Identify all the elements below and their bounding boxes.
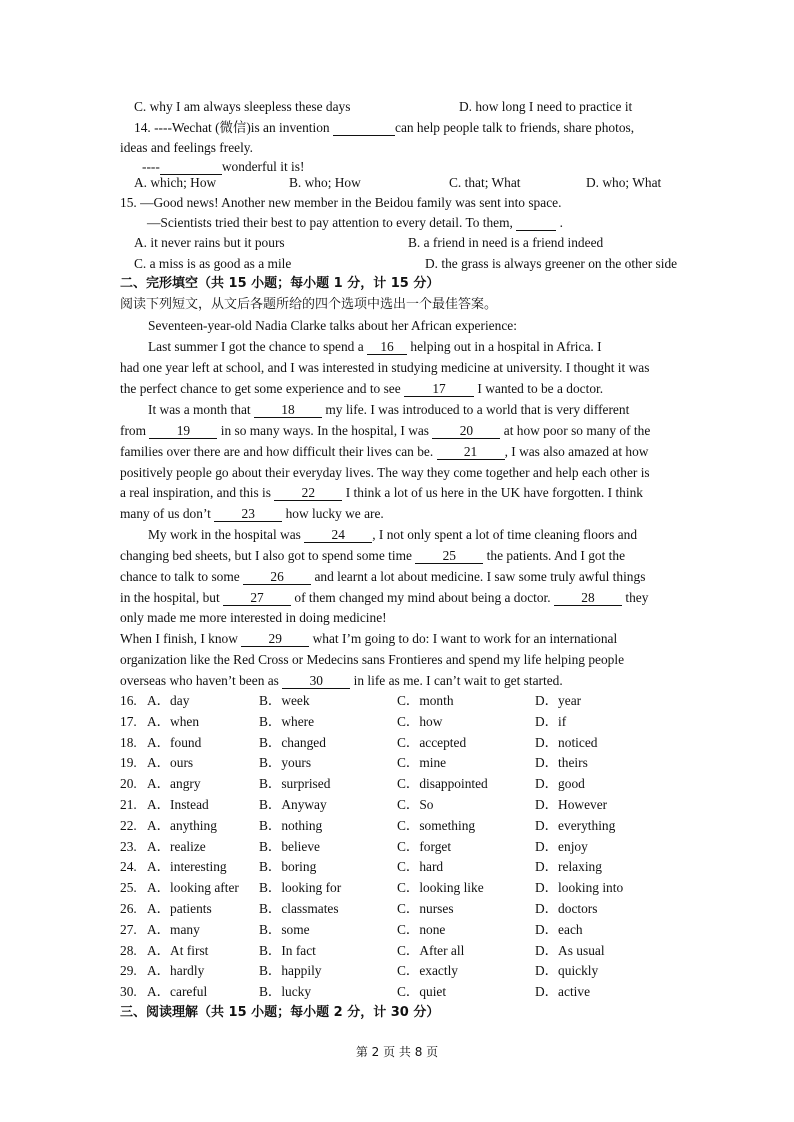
passage-line	[148, 339, 602, 355]
blank-24: 24	[304, 528, 372, 543]
blank-26: 26	[243, 570, 311, 585]
q16-option-a: A．day	[147, 693, 190, 708]
blank-22: 22	[274, 486, 342, 501]
passage-text: My work in the hospital was	[148, 527, 301, 542]
q28-option-a: A．At first	[147, 942, 209, 958]
passage-text: and learnt a lot about medicine. I saw some truly awful things	[314, 569, 646, 584]
q21-option-number: 21.	[120, 797, 137, 812]
q20-option-d: D．good	[535, 776, 585, 792]
q15-option-d: D. the grass is always greener on the other side	[425, 256, 678, 271]
q19-option-number: 19.	[120, 755, 137, 771]
passage-line: organization like the Red Cross or Medecins sans Frontieres and spend my life helping people	[120, 652, 625, 667]
q16-option-number: 16.	[120, 693, 137, 708]
passage-text: helping out in a hospital in Africa. I	[410, 339, 602, 354]
passage-text: how lucky we are.	[285, 506, 384, 521]
q26-option-number: 26.	[120, 901, 137, 916]
passage-text: of them changed my mind about being a doctor.	[294, 590, 551, 605]
q30-option-d: D．active	[535, 984, 591, 1000]
q27-option-number: 27.	[120, 921, 137, 937]
q14-stem	[134, 120, 634, 136]
passage-text: families over there are and how difficult their lives can be.	[120, 444, 434, 459]
q29-option-c: C．exactly	[397, 963, 458, 979]
q20-option-b: B．surprised	[259, 776, 331, 792]
passage-text: the perfect chance to get some experience and to see	[120, 381, 401, 396]
passage-text: in so many ways. In the hospital, I was	[220, 423, 430, 438]
passage-text: When I finish, I know	[120, 631, 238, 646]
q16-option-b: B．week	[259, 693, 310, 708]
passage-line	[120, 569, 645, 585]
q14-stem-a: 14. ----Wechat (微信)is an invention	[134, 120, 330, 135]
q26-option-d: D．doctors	[535, 901, 598, 916]
q18-option-a: A．found	[147, 734, 202, 750]
passage-line: only made me more interested in doing medicine!	[120, 610, 387, 625]
q14-option-a: A. which; How	[134, 175, 217, 190]
passage-line	[120, 381, 603, 397]
blank-29: 29	[241, 632, 309, 647]
blank-18: 18	[254, 403, 322, 418]
q14-option-c: C. that; What	[449, 175, 521, 190]
q22-option-c: C．something	[397, 817, 476, 833]
q24-option-number: 24.	[120, 859, 137, 875]
q18-option-d: D．noticed	[535, 734, 598, 750]
passage-line: had one year left at school, and I was interested in studying medicine at university. I thought it was	[120, 360, 650, 375]
q21-option-b: B．Anyway	[259, 797, 327, 812]
passage-text: , I was also amazed at how	[504, 444, 649, 459]
q14-blank-1	[333, 121, 395, 136]
q24-option-a: A．interesting	[147, 859, 227, 875]
passage-text: overseas who haven’t been as	[120, 673, 279, 688]
passage-intro: Seventeen-year-old Nadia Clarke talks about her African experience:	[148, 318, 517, 333]
passage-text: what I’m going to do: I want to work for an international	[312, 631, 618, 646]
q29-option-d: D．quickly	[535, 963, 599, 979]
q27-option-a: A．many	[147, 921, 200, 937]
q22-option-d: D．everything	[535, 817, 616, 833]
q19-option-b: B．yours	[259, 755, 312, 771]
q18-option-b: B．changed	[259, 734, 326, 750]
passage-line	[148, 402, 629, 418]
blank-21: 21	[437, 445, 505, 460]
q14-option-d: D. who; What	[586, 175, 662, 190]
section2-heading: 二、完形填空（共 15 小题；每小题 1 分，计 15 分）	[120, 276, 440, 291]
passage-line	[120, 506, 384, 522]
passage-text: I wanted to be a doctor.	[477, 381, 604, 396]
q27-option-c: C．none	[397, 921, 446, 937]
q22-option-number: 22.	[120, 817, 137, 833]
passage-line	[148, 527, 637, 543]
q18-option-c: C．accepted	[397, 734, 467, 750]
q29-option-a: A．hardly	[147, 963, 205, 979]
q14-stem-cont: ideas and feelings freely.	[120, 140, 253, 155]
q13-option-c: C. why I am always sleepless these days	[134, 99, 351, 114]
q14-resp-dash: ----	[142, 159, 160, 174]
passage-text: , I not only spent a lot of time cleaning floors and	[372, 527, 638, 542]
q16-option-d: D．year	[535, 693, 582, 708]
q15-resp-a: —Scientists tried their best to pay attention to every detail. To them,	[147, 215, 513, 230]
q15-blank	[516, 216, 556, 231]
q15-option-b: B. a friend in need is a friend indeed	[408, 235, 604, 250]
passage-text: in life as me. I can’t wait to get started.	[353, 673, 563, 688]
q30-option-a: A．careful	[147, 984, 208, 1000]
q30-option-b: B．lucky	[259, 984, 312, 1000]
q14-stem-b: can help people talk to friends, share photos,	[395, 120, 635, 135]
blank-28: 28	[554, 591, 622, 606]
passage-line	[120, 673, 563, 689]
q25-option-b: B．looking for	[259, 880, 342, 896]
q15-option-c: C. a miss is as good as a mile	[134, 256, 292, 271]
q17-option-b: B．where	[259, 713, 315, 729]
blank-17: 17	[404, 382, 474, 397]
q28-option-c: C．After all	[397, 942, 465, 958]
blank-20: 20	[432, 424, 500, 439]
passage-line	[120, 423, 650, 439]
q17-option-c: C．how	[397, 713, 443, 729]
passage-line	[120, 444, 648, 460]
page-footer: 第 2 页 共 8 页	[355, 1045, 439, 1059]
passage-text: in the hospital, but	[120, 590, 220, 605]
q20-option-a: A．angry	[147, 776, 201, 792]
q17-option-a: A．when	[147, 713, 200, 729]
blank-16: 16	[367, 340, 407, 355]
section2-instruction: 阅读下列短文，从文后各题所给的四个选项中选出一个最佳答案。	[120, 297, 498, 312]
blank-30: 30	[282, 674, 350, 689]
passage-text: I think a lot of us here in the UK have forgotten. I think	[345, 485, 643, 500]
q19-option-d: D．theirs	[535, 755, 588, 771]
q21-option-c: C．So	[397, 797, 434, 812]
section3-heading: 三、阅读理解（共 15 小题；每小题 2 分，计 30 分）	[120, 1005, 440, 1020]
q29-option-number: 29.	[120, 963, 137, 979]
q14-resp-b: wonderful it is!	[221, 159, 305, 174]
passage-text: they	[625, 590, 649, 605]
blank-25: 25	[415, 549, 483, 564]
blank-23: 23	[214, 507, 282, 522]
passage-text: a real inspiration, and this is	[120, 485, 271, 500]
q15-response	[147, 215, 563, 231]
q21-option-a: A．Instead	[147, 797, 209, 812]
passage-text: chance to talk to some	[120, 569, 240, 584]
q17-option-d: D．if	[535, 713, 567, 729]
blank-19: 19	[149, 424, 217, 439]
q27-option-b: B．some	[259, 921, 310, 937]
q23-option-b: B．believe	[259, 838, 320, 854]
passage-line	[120, 631, 617, 647]
q14-response	[142, 159, 304, 175]
passage-line	[120, 548, 625, 564]
q18-option-number: 18.	[120, 734, 137, 750]
q16-option-c: C．month	[397, 693, 454, 708]
q23-option-number: 23.	[120, 838, 137, 854]
q28-option-b: B．In fact	[259, 942, 316, 958]
passage-text: It was a month that	[148, 402, 251, 417]
passage-text: many of us don’t	[120, 506, 211, 521]
q21-option-d: D．However	[535, 797, 608, 812]
passage-text: Last summer I got the chance to spend a	[148, 339, 364, 354]
q25-option-a: A．looking after	[147, 880, 239, 896]
q26-option-b: B．classmates	[259, 901, 339, 916]
q20-option-number: 20.	[120, 776, 137, 792]
q28-option-number: 28.	[120, 942, 137, 958]
q24-option-c: C．hard	[397, 859, 444, 875]
q13-option-d: D. how long I need to practice it	[459, 99, 633, 114]
q22-option-a: A．anything	[147, 817, 217, 833]
q29-option-b: B．happily	[259, 963, 322, 979]
passage-text: my life. I was introduced to a world that is very different	[325, 402, 630, 417]
q27-option-d: D．each	[535, 921, 583, 937]
blank-27: 27	[223, 591, 291, 606]
q15-resp-b: .	[559, 215, 563, 230]
passage-text: at how poor so many of the	[503, 423, 651, 438]
q26-option-c: C．nurses	[397, 901, 454, 916]
passage-line	[120, 590, 648, 606]
q24-option-b: B．boring	[259, 859, 317, 875]
q30-option-number: 30.	[120, 984, 137, 1000]
q17-option-number: 17.	[120, 713, 137, 729]
q20-option-c: C．disappointed	[397, 776, 488, 792]
q22-option-b: B．nothing	[259, 817, 323, 833]
q25-option-number: 25.	[120, 880, 137, 896]
q30-option-c: C．quiet	[397, 984, 447, 1000]
q15-option-a: A. it never rains but it pours	[134, 235, 285, 250]
q23-option-d: D．enjoy	[535, 838, 588, 854]
q24-option-d: D．relaxing	[535, 859, 602, 875]
passage-text: the patients. And I got the	[486, 548, 626, 563]
q19-option-a: A．ours	[147, 755, 194, 771]
q23-option-c: C．forget	[397, 838, 452, 854]
q14-option-b: B. who; How	[289, 175, 361, 190]
q25-option-d: D．looking into	[535, 880, 624, 896]
q23-option-a: A．realize	[147, 838, 206, 854]
q25-option-c: C．looking like	[397, 880, 484, 896]
passage-text: from	[120, 423, 147, 438]
q19-option-c: C．mine	[397, 755, 447, 771]
q14-blank-2	[160, 160, 222, 175]
passage-text: changing bed sheets, but I also got to spend some time	[120, 548, 412, 563]
passage-line	[120, 485, 643, 501]
passage-line: positively people go about their everyday lives. The way they come together and help each other is	[120, 465, 650, 480]
q15-stem: 15. —Good news! Another new member in the Beidou family was sent into space.	[120, 195, 562, 210]
q28-option-d: D．As usual	[535, 942, 605, 958]
q26-option-a: A．patients	[147, 901, 212, 916]
